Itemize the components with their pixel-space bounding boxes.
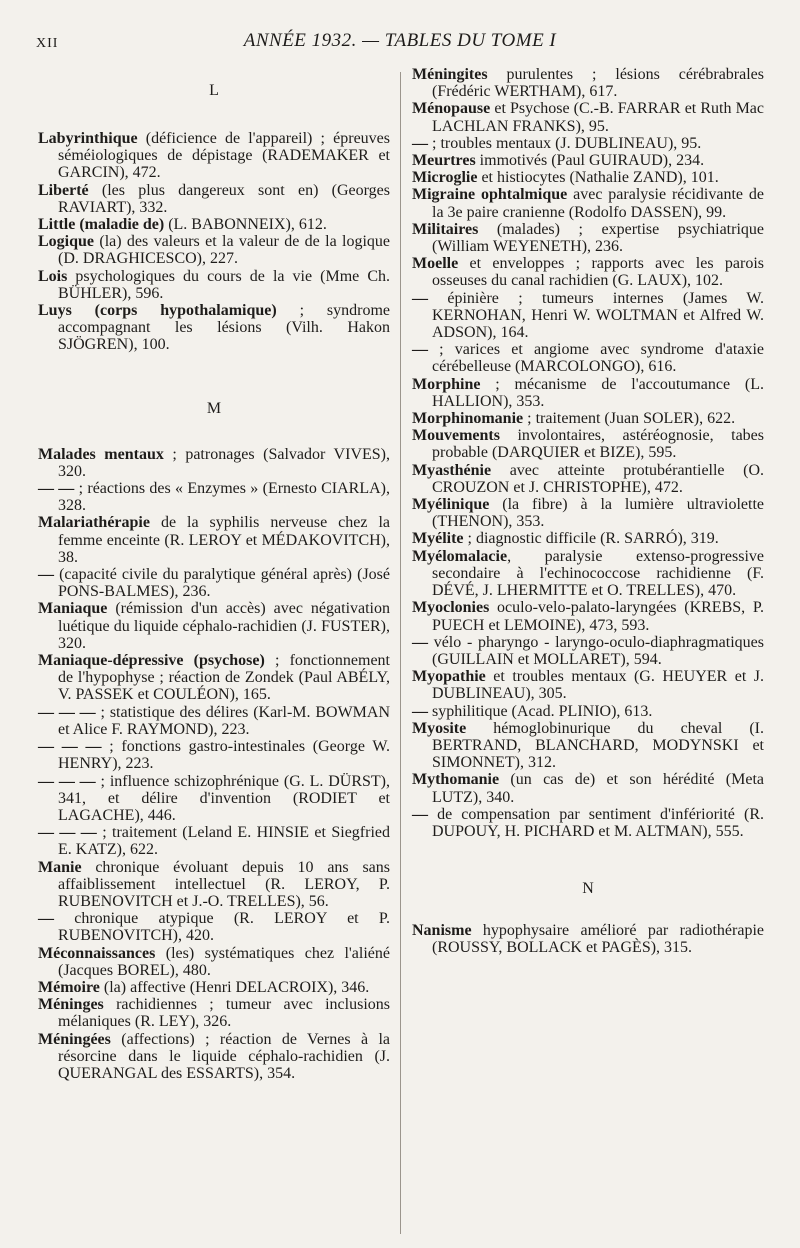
entry-text: de la syphilis nerveuse chez la femme enceinte (R. LEROY et MÉDAKOVITCH), 38. [58,514,390,566]
index-entry [38,268,390,302]
entry-text: hémoglobinurique du cheval (I. BERTRAND, BLANCHARD, MODYNSKI et SIMONNET), 312. [432,719,764,772]
section-letter-l: L [209,82,219,99]
entry-heading: Moelle [412,255,459,273]
entry-heading: Méningées [38,1030,111,1048]
index-entry [38,182,390,216]
entry-text: ; patronages (Salvador VIVES), 320. [58,445,390,480]
entry-text: purulentes ; lésions cérébrabrales (Frédéric WERTHAM), 617. [432,66,764,101]
entry-heading: Migraine ophtalmique [412,186,568,204]
entry-heading: Maniaque-dépressive (psychose) [38,652,265,670]
entry-text: (déficience de l'appareil) ; épreuves séméiologiques de dépistage (RADEMAKER et GARCIN), 472. [58,130,390,182]
index-entry [412,806,764,840]
entry-text: psychologiques du cours de la vie (Mme Ch. BÜHLER), 596. [58,267,390,302]
entry-heading: Malades mentaux [38,445,164,463]
entry-heading: Méningites [412,66,488,83]
entry-text: ; traitement (Leland E. HINSIE et Siegfried E. KATZ), 622. [58,824,391,859]
entry-text: et histiocytes (Nathalie ZAND), 101. [477,169,719,187]
entry-heading: Meurtres [412,152,476,170]
index-entry [412,703,764,720]
entry-heading: Militaires [412,220,479,238]
column-divider [400,72,401,1234]
entry-text: ; syndrome accompagnant les lésions (Vilh. Hakon SJÖGREN), 100. [58,302,390,354]
index-entry [38,480,390,514]
index-entry [38,979,390,996]
entry-text: oculo-velo-palato-laryngées (KREBS, P. PUECH et LEMOINE), 473, 593. [432,599,764,634]
entry-text: et troubles mentaux (G. HEUYER et J. DUBLINEAU), 305. [432,668,764,703]
entry-text: ; fonctionnement de l'hypophyse ; réaction de Zondek (Paul ABÉLY, V. PASSEK et COULÉON), 165. [58,652,391,704]
entry-heading: Myélomalacie [412,547,508,565]
right-column [412,66,764,957]
index-entry [412,720,764,772]
entry-text: rachidiennes ; tumeur avec inclusions mélaniques (R. LEY), 326. [58,996,390,1031]
section-letter-m: M [206,399,222,417]
entry-heading: — — — [38,738,102,756]
running-header [36,28,764,54]
entry-heading: Mythomanie [412,771,500,789]
index-entry [412,376,764,410]
entry-text: (rémission d'un accès) avec négativation luétique du liquide céphalo-rachidien (J. FUSTER), 320. [58,600,390,652]
entry-heading: Maniaque [38,600,108,618]
index-entry [412,771,764,805]
entry-text: chronique évoluant depuis 10 ans sans affaiblissement intellectuel (R. LEROY, P. RUBENOVITCH et J.-O. TRELLES), 56. [58,858,390,910]
entry-heading: Little (maladie de) [38,216,165,234]
index-entry [412,427,764,461]
entry-heading: Morphine [412,375,481,393]
entry-heading: Myopathie [412,668,486,686]
index-entry [412,255,764,289]
entry-text: de compensation par sentiment d'infériorité (R. DUPOUY, H. PICHARD et M. ALTMAN), 555. [428,805,764,840]
entry-heading: Logique [38,233,95,251]
index-entry [38,514,390,566]
index-entry [38,704,390,738]
index-entry [412,599,764,633]
entry-text: avec atteinte protubérantielle (O. CROUZON et J. CHRISTOPHE), 472. [432,461,764,496]
index-entry [38,996,390,1030]
entry-text: et Psychose (C.-B. FARRAR et Ruth Mac LACHLAN FRANKS), 95. [432,100,764,135]
entry-text: (affections) ; réaction de Vernes à la résorcine dans le liquide céphalo-rachidien (J. QUERANGAL des ESSARTS), 354. [58,1030,390,1082]
index-entry [38,302,390,354]
entry-heading: — [38,910,54,928]
index-entry [412,66,764,100]
entry-heading: Luys (corps hypothalamique) [38,302,277,320]
entry-heading: — [412,633,428,651]
index-entry [38,566,390,600]
index-entry [38,216,390,233]
index-entry [38,233,390,267]
entry-heading: — — — [38,824,97,842]
entry-text: ; troubles mentaux (J. DUBLINEAU), 95. [428,134,702,152]
entry-heading: Myélite [412,530,464,548]
index-entry [38,652,390,704]
entry-text: vélo - pharyngo - laryngo-oculo-diaphragmatiques (GUILLAIN et MOLLARET), 594. [428,633,764,668]
index-entry [38,859,390,911]
entry-heading: — — — [38,772,96,790]
entry-heading: — [412,289,428,307]
entry-heading: Myasthénie [412,461,492,479]
entry-heading: Méninges [38,996,104,1014]
entry-text: ; diagnostic difficile (R. SARRÓ), 319. [463,530,719,548]
entry-heading: Mémoire [38,978,100,996]
index-entry [412,496,764,530]
entry-text: ; statistique des délires (Karl-M. BOWMAN et Alice F. RAYMOND), 223. [58,703,391,738]
entry-text: ; influence schizophrénique (G. L. DÜRST), 341, et délire d'invention (RODIET et LAGACHE), 446. [58,772,390,824]
entry-heading: Lois [38,267,68,285]
index-entry [38,945,390,979]
index-entry [38,600,390,652]
entry-text: hypophysaire amélioré par radiothérapie (ROUSSY, BOLLACK et PAGÈS), 315. [432,922,764,957]
index-entry [412,221,764,255]
entry-text: (la fibre) à la lumière ultraviolette (THENON), 353. [432,496,764,531]
index-entry [38,738,390,772]
index-entry [412,186,764,220]
entry-heading: Manie [38,858,82,876]
index-entry [412,548,764,600]
entry-heading: — [412,805,428,823]
entry-text: ; traitement (Juan SOLER), 622. [523,410,736,428]
entry-text: (les plus dangereux sont en) (Georges RAVIART), 332. [58,181,390,216]
index-entry [412,152,764,169]
entry-heading: — [412,341,428,359]
index-entry [412,922,764,956]
index-entry [38,1031,390,1083]
index-entry [412,341,764,375]
section-letter-n: N [582,880,594,898]
entry-text: et enveloppes ; rapports avec les parois osseuses du canal rachidien (G. LAUX), 102. [432,255,764,290]
entry-heading: — — — [38,703,96,721]
entry-text: (malades) ; expertise psychiatrique (William WEYENETH), 236. [432,220,764,256]
entry-heading: Microglie [412,169,478,187]
entry-text: , paralysie extenso-progressive secondaire à l'echinococcose rachidienne (F. DÉVÉ, J. LHERMITTE et O. TRELLES), 470. [432,547,764,600]
index-entry [412,135,764,152]
entry-text: ; réactions des « Enzymes » (Ernesto CIARLA), 328. [58,480,391,515]
entry-text: ; varices et angiome avec syndrome d'ataxie cérébelleuse (MARCOLONGO), 616. [428,341,764,376]
index-entry [38,824,390,858]
entry-text: immotivés (Paul GUIRAUD), 234. [475,152,705,170]
entry-heading: — [38,566,54,584]
entry-heading: Nanisme [412,922,472,940]
entry-text: (les) systématiques chez l'aliéné (Jacques BOREL), 480. [58,944,390,979]
index-entry [38,446,390,480]
index-entry [38,130,390,182]
entry-text: (un cas de) et son hérédité (Meta LUTZ), 340. [432,771,764,806]
entry-heading: Malariathérapie [38,514,150,532]
entry-heading: Morphinomanie [412,410,524,428]
entry-heading: Liberté [38,181,89,199]
entry-heading: Myélinique [412,496,490,514]
index-entry [38,773,390,825]
index-entry [412,100,764,134]
entry-text: avec paralysie récidivante de la 3e paire cranienne (Rodolfo DASSEN), 99. [432,186,764,221]
index-entry [412,290,764,342]
running-title: ANNÉE 1932. — TABLES DU TOME I [243,30,557,51]
entry-text: ; mécanisme de l'accoutumance (L. HALLION), 353. [432,375,764,410]
entry-text: épinière ; tumeurs internes (James W. KERNOHAN, Henri W. WOLTMAN et Alfred W. ADSON), 164. [428,289,764,342]
entry-text: (capacité civile du paralytique général après) (José PONS-BALMES), 236. [54,566,390,601]
entry-heading: — [412,134,428,152]
entry-heading: Myosite [412,719,467,737]
index-entry [38,910,390,944]
entry-text: syphilitique (Acad. PLINIO), 613. [428,702,653,720]
index-entry [412,410,764,427]
index-entry [412,634,764,668]
entry-text: (la) affective (Henri DELACROIX), 346. [99,978,370,996]
entry-heading: — [412,702,428,720]
page-number: XII [36,36,59,51]
entry-heading: Méconnaissances [38,944,156,962]
index-entry [412,462,764,496]
entry-text: (la) des valeurs et la valeur de de la logique (D. DRAGHICESCO), 227. [58,233,390,268]
index-entry [412,668,764,702]
index-entry [412,169,764,186]
entry-heading: Mouvements [412,427,500,445]
entry-heading: Myoclonies [412,599,490,617]
left-column [38,66,390,1082]
entry-heading: Ménopause [412,100,491,118]
entry-text: ; fonctions gastro-intestinales (George W. HENRY), 223. [58,738,391,773]
entry-text: chronique atypique (R. LEROY et P. RUBENOVITCH), 420. [54,910,390,945]
entry-heading: Labyrinthique [38,130,138,147]
entry-text: involontaires, astéréognosie, tabes probable (DARQUIER et BIZE), 595. [432,427,764,462]
index-entry [412,530,764,547]
entry-text: (L. BABONNEIX), 612. [164,216,327,234]
entry-heading: — — [38,480,75,498]
